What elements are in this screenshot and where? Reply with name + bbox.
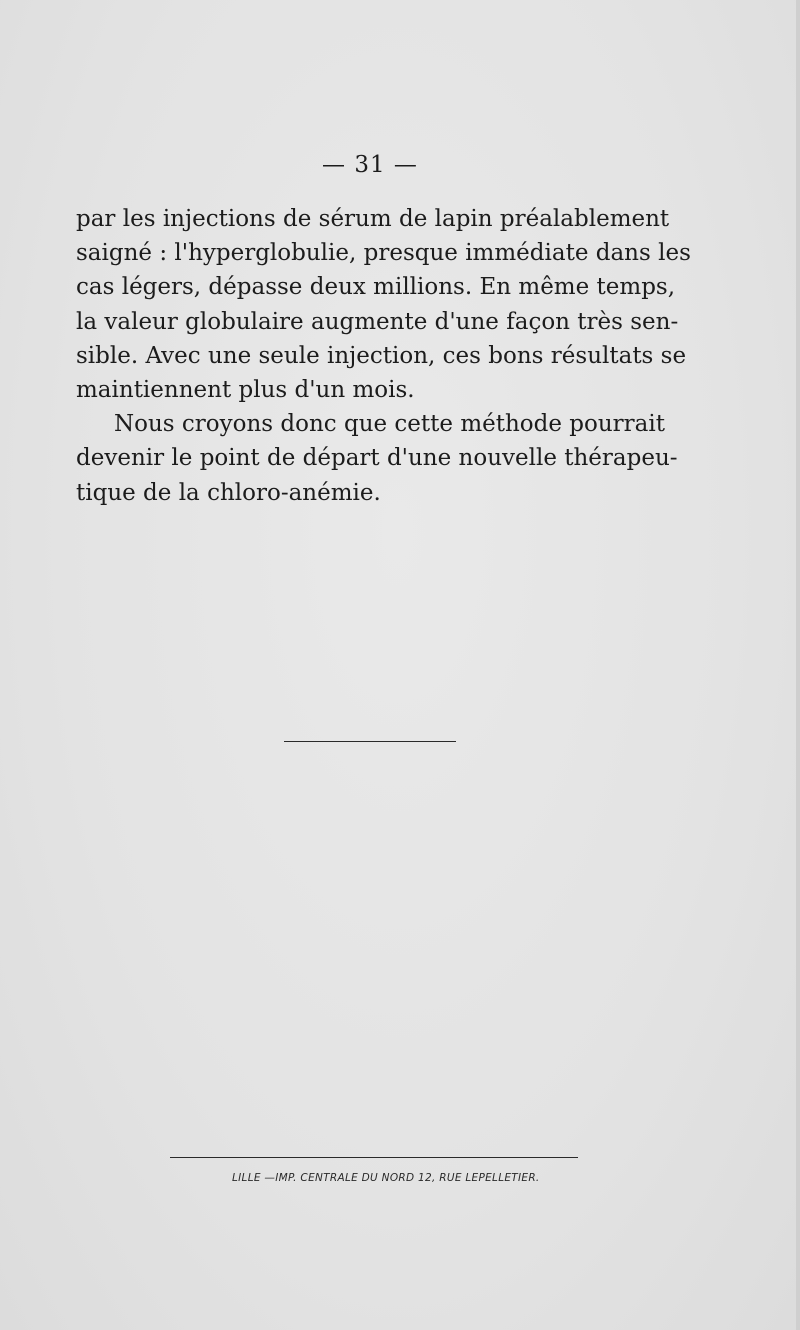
text-line: sible. Avec une seule injection, ces bons résultats se [76, 342, 687, 369]
text-line: Nous croyons donc que cette méthode pourrait [114, 411, 665, 438]
text-line: tique de la chloro-anémie. [76, 479, 381, 506]
paragraph-2 [76, 407, 678, 510]
page-number: — 31 — [322, 152, 418, 178]
text-line: devenir le point de départ d'une nouvelle thérapeu- [76, 445, 678, 472]
text-line: la valeur globulaire augmente d'une façon très sen- [76, 308, 679, 335]
body-text [76, 202, 691, 510]
paragraph-1 [76, 202, 691, 407]
text-line: par les injections de sérum de lapin préalablement [76, 206, 670, 232]
text-line: saigné : l'hyperglobulie, presque immédiate dans les [76, 240, 691, 267]
printer-imprint: LILLE —IMP. CENTRALE DU NORD 12, RUE LEPELLETIER. [232, 1172, 540, 1184]
section-divider [284, 741, 456, 742]
text-line: cas légers, dépasse deux millions. En même temps, [76, 274, 676, 301]
imprint-divider [170, 1157, 578, 1158]
text-line: maintiennent plus d'un mois. [76, 377, 415, 404]
